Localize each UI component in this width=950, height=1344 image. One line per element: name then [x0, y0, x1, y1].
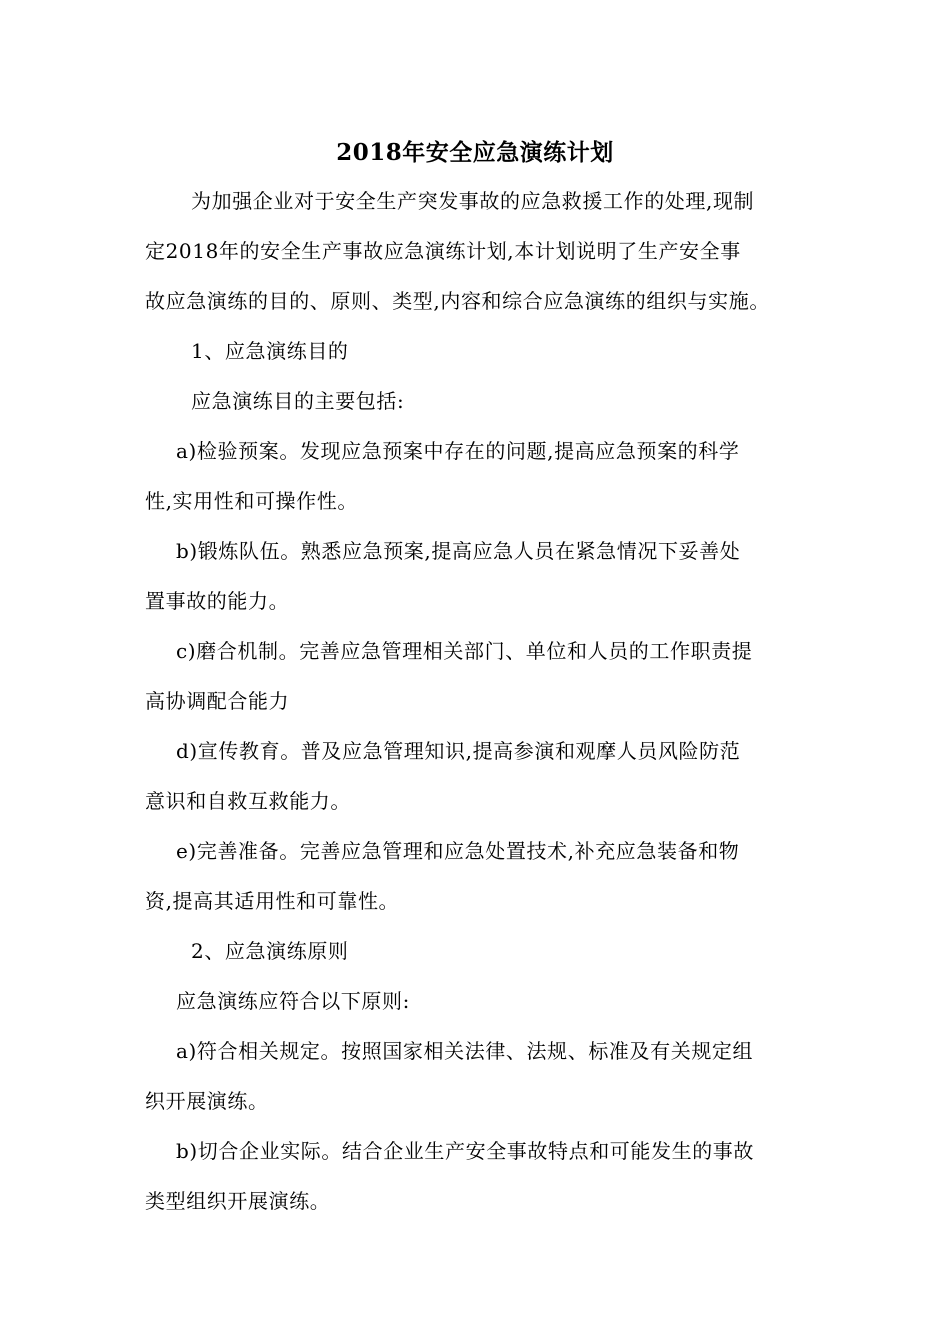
section1-item-e-line-1: e)完善准备。完善应急管理和应急处置技术,补充应急装备和物: [176, 839, 740, 863]
section1-item-c-line-2: 高协调配合能力: [145, 689, 290, 713]
intro-line-3: 故应急演练的目的、原则、类型,内容和综合应急演练的组织与实施。: [145, 289, 770, 313]
section1-item-d-line-2: 意识和自救互救能力。: [145, 789, 351, 813]
section2-lead: 应急演练应符合以下原则:: [176, 989, 410, 1013]
section1-item-d-line-1: d)宣传教育。普及应急管理知识,提高参演和观摩人员风险防范: [176, 739, 741, 763]
section1-item-e-line-2: 资,提高其适用性和可靠性。: [145, 889, 400, 913]
section1-lead: 应急演练目的主要包括:: [191, 389, 405, 413]
section2-item-a-line-1: a)符合相关规定。按照国家相关法律、法规、标准及有关规定组: [176, 1039, 754, 1063]
intro-line-2: 定2018年的安全生产事故应急演练计划,本计划说明了生产安全事: [145, 239, 741, 263]
section2-item-b-line-2: 类型组织开展演练。: [145, 1189, 331, 1213]
document-title: 2018年安全应急演练计划: [336, 139, 614, 166]
section2-item-b-line-1: b)切合企业实际。结合企业生产安全事故特点和可能发生的事故: [176, 1139, 755, 1163]
section1-item-a-line-2: 性,实用性和可操作性。: [145, 489, 358, 513]
section1-item-b-line-1: b)锻炼队伍。熟悉应急预案,提高应急人员在紧急情况下妥善处: [176, 539, 741, 563]
section1-item-b-line-2: 置事故的能力。: [145, 589, 290, 613]
section2-heading: 2、应急演练原则: [191, 939, 349, 963]
section1-item-a-line-1: a)检验预案。发现应急预案中存在的问题,提高应急预案的科学: [176, 439, 740, 463]
section1-heading: 1、应急演练目的: [191, 339, 349, 363]
intro-line-1: 为加强企业对于安全生产突发事故的应急救援工作的处理,现制: [191, 189, 755, 213]
section1-item-c-line-1: c)磨合机制。完善应急管理相关部门、单位和人员的工作职责提: [176, 639, 753, 663]
section2-item-a-line-2: 织开展演练。: [145, 1089, 269, 1113]
